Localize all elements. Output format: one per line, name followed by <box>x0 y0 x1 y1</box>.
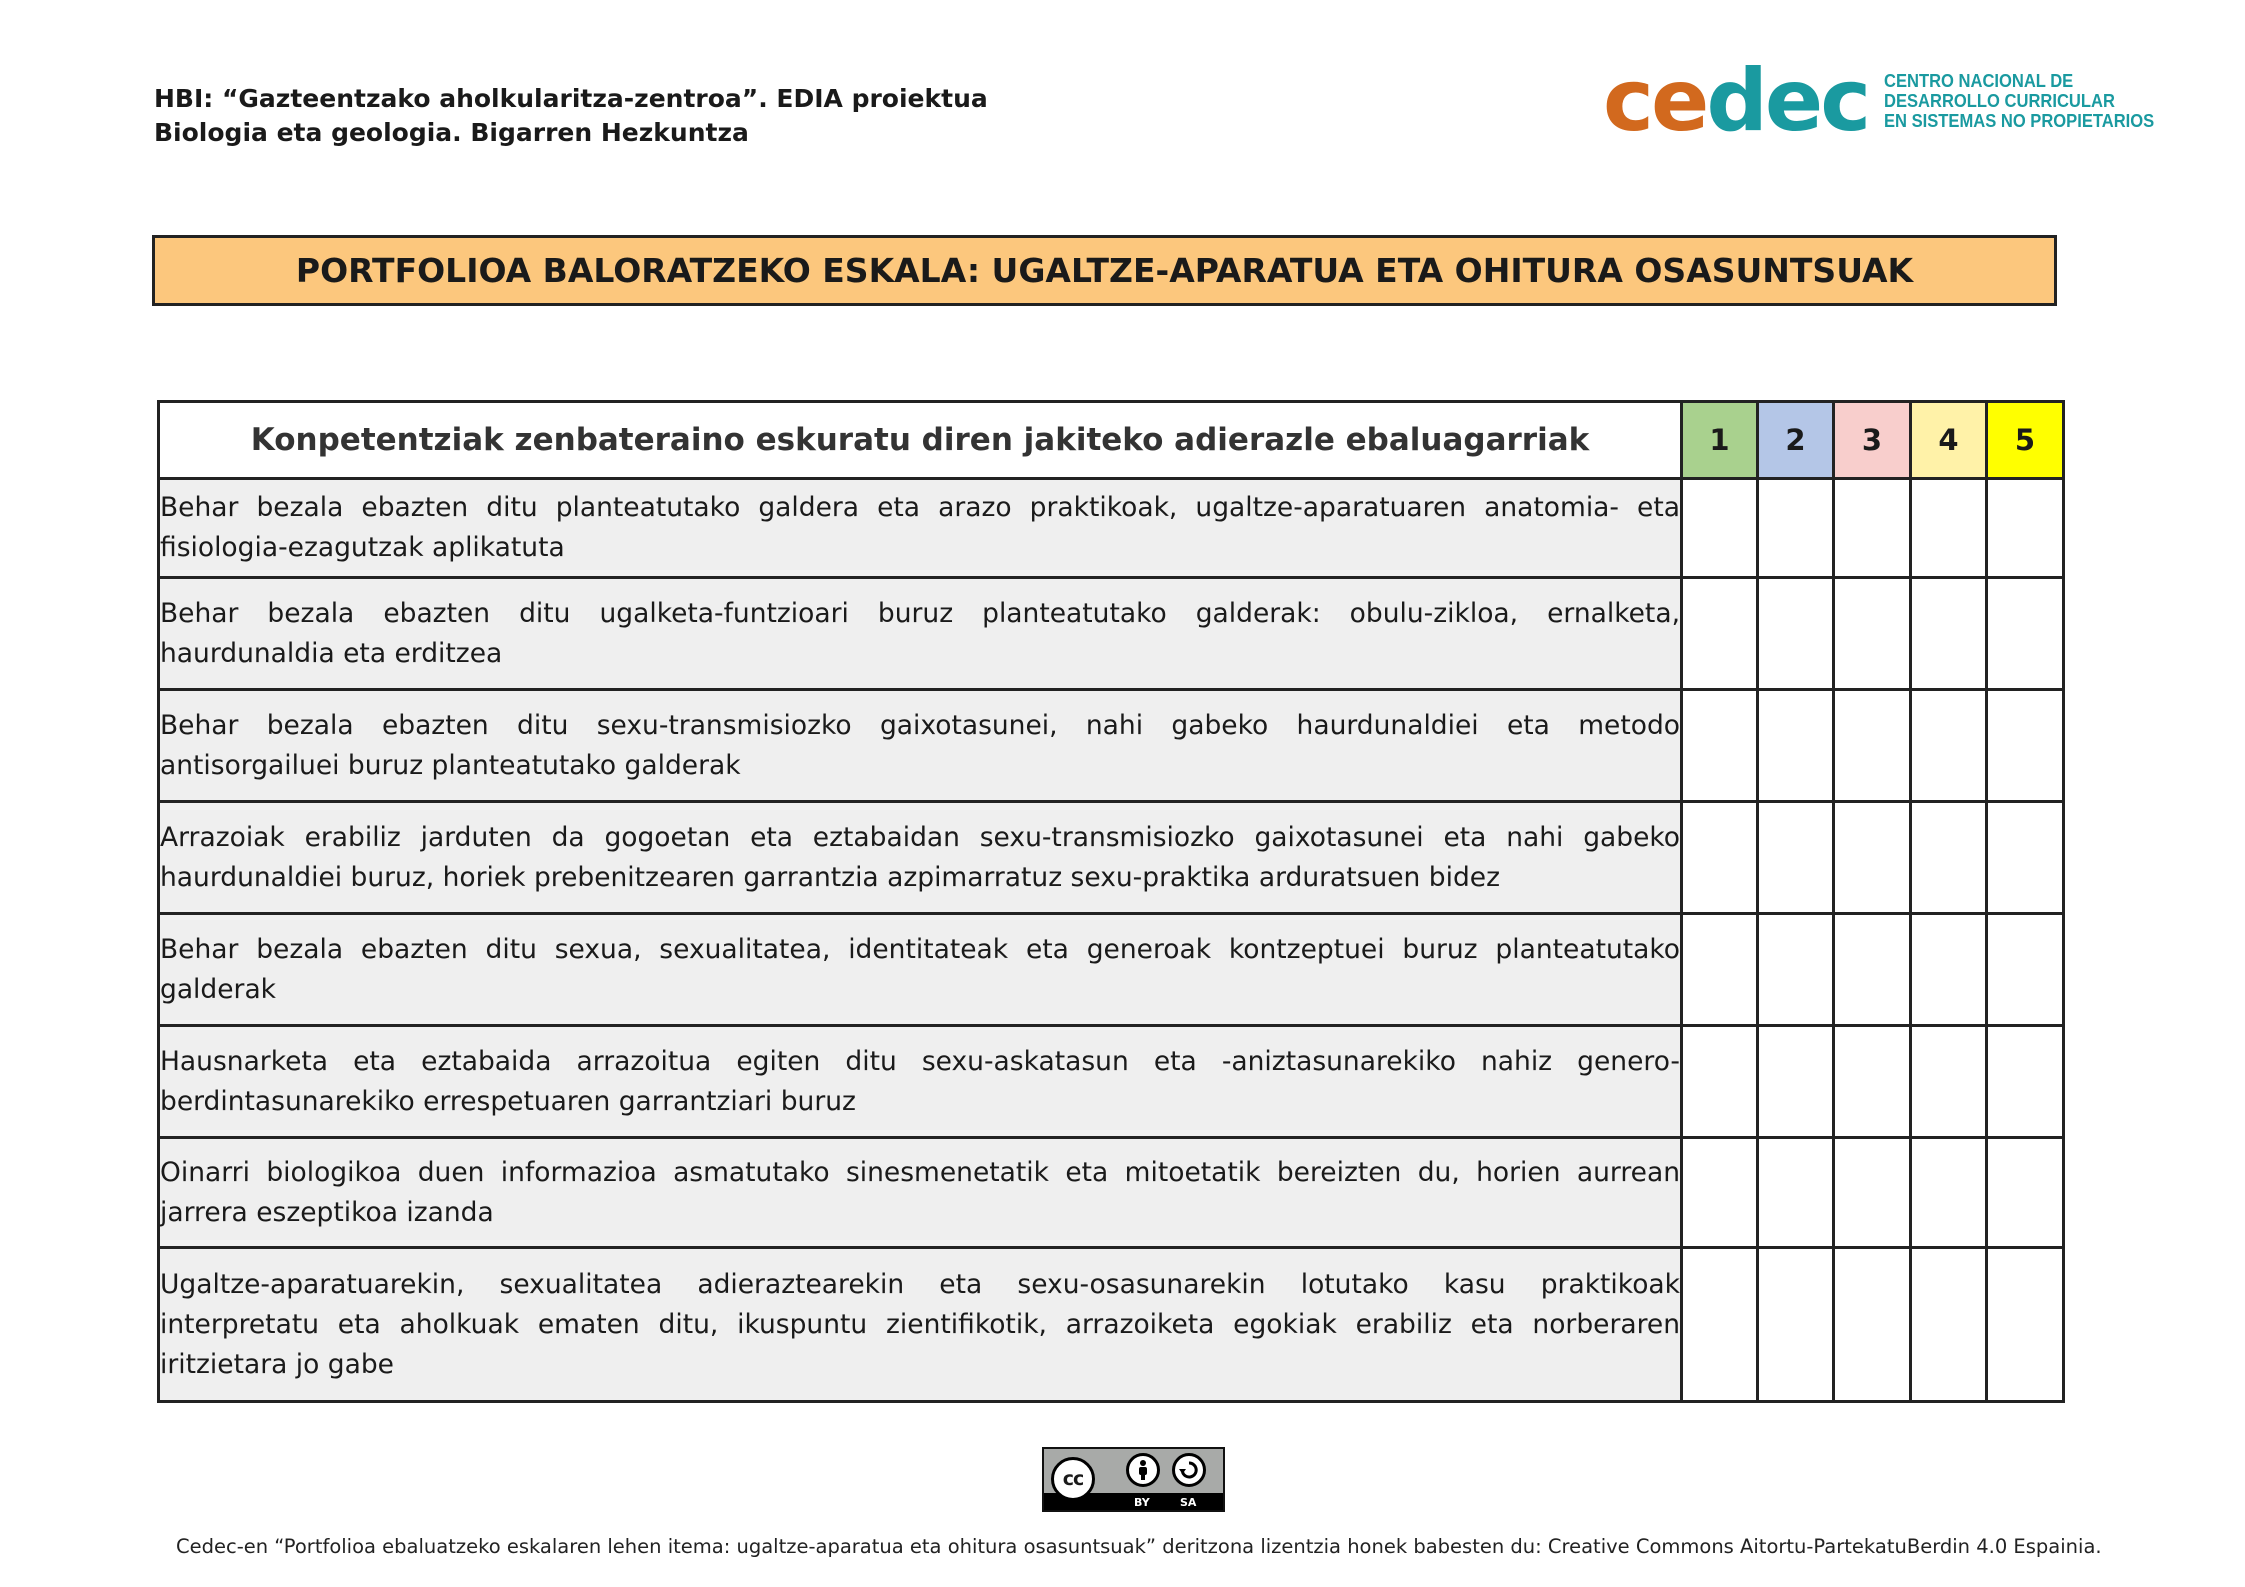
rating-cell-level-2[interactable] <box>1758 1248 1834 1402</box>
table-row <box>159 1026 2064 1138</box>
rating-cell-level-4[interactable] <box>1911 802 1987 914</box>
level-header: 2 <box>1758 402 1834 479</box>
criterion-cell <box>159 479 1682 578</box>
table-header-row <box>159 402 2064 479</box>
criterion-cell <box>159 690 1682 802</box>
criterion-cell <box>159 802 1682 914</box>
table-row <box>159 1138 2064 1248</box>
criterion-cell <box>159 1248 1682 1402</box>
rating-cell-level-4[interactable] <box>1911 578 1987 690</box>
rating-cell-level-5[interactable] <box>1987 479 2064 578</box>
criterion-text-line: Behar bezala ebazten ditu sexu-transmisiozko gaixotasunei, nahi gabeko haurdunaldiei eta metodo <box>160 709 1680 741</box>
rating-cell-level-3[interactable] <box>1834 1026 1911 1138</box>
cedec-wordmark: cedec <box>1603 51 1869 151</box>
rating-cell-level-5[interactable] <box>1987 1026 2064 1138</box>
criterion-text-line: fisiologia-ezagutzak aplikatuta <box>160 532 565 563</box>
criterion-text-line: galderak <box>160 973 277 1005</box>
rating-cell-level-2[interactable] <box>1758 578 1834 690</box>
header-project-line: HBI: “Gazteentzako aholkularitza-zentroa”. EDIA proiektua <box>154 84 988 113</box>
rating-cell-level-4[interactable] <box>1911 690 1987 802</box>
criterion-cell <box>159 1026 1682 1138</box>
rating-cell-level-5[interactable] <box>1987 914 2064 1026</box>
criterion-text-line: antisorgailuei buruz planteatutako galderak <box>160 749 741 781</box>
rating-cell-level-3[interactable] <box>1834 1138 1911 1248</box>
sa-label: SA <box>1180 1496 1197 1509</box>
rating-cell-level-5[interactable] <box>1987 690 2064 802</box>
table-row <box>159 914 2064 1026</box>
document-header <box>154 82 988 150</box>
share-alike-icon <box>1172 1453 1206 1487</box>
rating-cell-level-4[interactable] <box>1911 914 1987 1026</box>
rating-cell-level-4[interactable] <box>1911 1138 1987 1248</box>
cedec-logo <box>1603 51 2178 151</box>
table-row <box>159 479 2064 578</box>
attribution-icon <box>1126 1453 1160 1487</box>
rating-cell-level-1[interactable] <box>1682 914 1758 1026</box>
criterion-text-line: haurdunaldiei buruz, horiek prebenitzearen garrantzia azpimarratuz sexu-praktika arduratsuen bidez <box>160 861 1500 893</box>
rating-cell-level-3[interactable] <box>1834 690 1911 802</box>
rating-cell-level-1[interactable] <box>1682 578 1758 690</box>
rating-cell-level-2[interactable] <box>1758 690 1834 802</box>
rating-cell-level-5[interactable] <box>1987 1248 2064 1402</box>
criterion-cell <box>159 578 1682 690</box>
rating-cell-level-3[interactable] <box>1834 802 1911 914</box>
criteria-column-header: Konpetentziak zenbateraino eskuratu diren jakiteko adierazle ebaluagarriak <box>159 402 1682 479</box>
criterion-text-line: jarrera eszeptikoa izanda <box>160 1196 494 1228</box>
rating-cell-level-3[interactable] <box>1834 1248 1911 1402</box>
rating-cell-level-2[interactable] <box>1758 479 1834 578</box>
assessment-table <box>157 400 2065 1403</box>
rating-cell-level-4[interactable] <box>1911 1248 1987 1402</box>
cedec-subtitle: CENTRO NACIONAL DE DESARROLLO CURRICULAR EN SISTEMAS NO PROPIETARIOS <box>1884 71 2155 131</box>
rating-cell-level-1[interactable] <box>1682 1138 1758 1248</box>
criterion-text-line: Behar bezala ebazten ditu sexua, sexualitatea, identitateak eta generoak kontzeptuei buruz planteatutako <box>160 933 1680 965</box>
criterion-cell <box>159 1138 1682 1248</box>
rating-cell-level-1[interactable] <box>1682 802 1758 914</box>
criterion-text-line: Hausnarketa eta eztabaida arrazoitua egiten ditu sexu-askatasun eta -aniztasunarekiko nahiz genero- <box>160 1045 1680 1077</box>
by-label: BY <box>1134 1496 1150 1509</box>
rating-cell-level-2[interactable] <box>1758 1026 1834 1138</box>
rating-cell-level-3[interactable] <box>1834 914 1911 1026</box>
rating-cell-level-2[interactable] <box>1758 1138 1834 1248</box>
rating-cell-level-1[interactable] <box>1682 479 1758 578</box>
rating-cell-level-5[interactable] <box>1987 578 2064 690</box>
level-header: 1 <box>1682 402 1758 479</box>
rating-cell-level-2[interactable] <box>1758 802 1834 914</box>
level-header: 3 <box>1834 402 1911 479</box>
criterion-text-line: haurdunaldia eta erditzea <box>160 637 503 669</box>
criterion-text-line: Ugaltze-aparatuarekin, sexualitatea adieraztearekin eta sexu-osasunarekin lotutako kasu praktikoak <box>160 1268 1680 1300</box>
criterion-text-line: Behar bezala ebazten ditu ugalketa-funtzioari buruz planteatutako galderak: obulu-zikloa, ernalketa, <box>160 597 1680 629</box>
criterion-cell <box>159 914 1682 1026</box>
license-footer: Cedec-en “Portfolioa ebaluatzeko eskalaren lehen itema: ugaltze-aparatua eta ohitura osasuntsuak” deritzona lizentzia honek babesten du: Creative Commons Aitortu-PartekatuBerdin 4.0 Espainia. <box>176 1535 2102 1558</box>
criterion-text-line: berdintasunarekiko errespetuaren garrantziari buruz <box>160 1085 856 1117</box>
rating-cell-level-1[interactable] <box>1682 1248 1758 1402</box>
rating-cell-level-1[interactable] <box>1682 1026 1758 1138</box>
rating-cell-level-1[interactable] <box>1682 690 1758 802</box>
rating-cell-level-2[interactable] <box>1758 914 1834 1026</box>
rating-cell-level-4[interactable] <box>1911 1026 1987 1138</box>
table-row <box>159 1248 2064 1402</box>
header-subject-line: Biologia eta geologia. Bigarren Hezkuntza <box>154 118 749 147</box>
criterion-text-line: interpretatu eta aholkuak ematen ditu, ikuspuntu zientifikotik, arrazoiketa egokiak erabiliz eta norberaren <box>160 1308 1680 1340</box>
rating-cell-level-3[interactable] <box>1834 578 1911 690</box>
cc-license-badge[interactable] <box>1042 1447 1225 1512</box>
rating-cell-level-5[interactable] <box>1987 802 2064 914</box>
rating-cell-level-3[interactable] <box>1834 479 1911 578</box>
criterion-text-line: Arrazoiak erabiliz jarduten da gogoetan eta eztabaidan sexu-transmisiozko gaixotasunei eta nahi gabeko <box>160 821 1680 853</box>
table-row <box>159 802 2064 914</box>
creative-commons-icon: cc <box>1051 1457 1095 1501</box>
table-row <box>159 690 2064 802</box>
rating-cell-level-5[interactable] <box>1987 1138 2064 1248</box>
level-header: 4 <box>1911 402 1987 479</box>
page-title: PORTFOLIOA BALORATZEKO ESKALA: UGALTZE-APARATUA ETA OHITURA OSASUNTSUAK <box>152 235 2057 306</box>
rating-cell-level-4[interactable] <box>1911 479 1987 578</box>
table-row <box>159 578 2064 690</box>
criterion-text-line: Behar bezala ebazten ditu planteatutako galdera eta arazo praktikoak, ugaltze-aparatuaren anatomia- eta <box>160 492 1680 523</box>
criterion-text-line: iritzietara jo gabe <box>160 1348 394 1380</box>
criterion-text-line: Oinarri biologikoa duen informazioa asmatutako sinesmenetatik eta mitoetatik bereizten du, horien aurrean <box>160 1156 1680 1188</box>
level-header: 5 <box>1987 402 2064 479</box>
